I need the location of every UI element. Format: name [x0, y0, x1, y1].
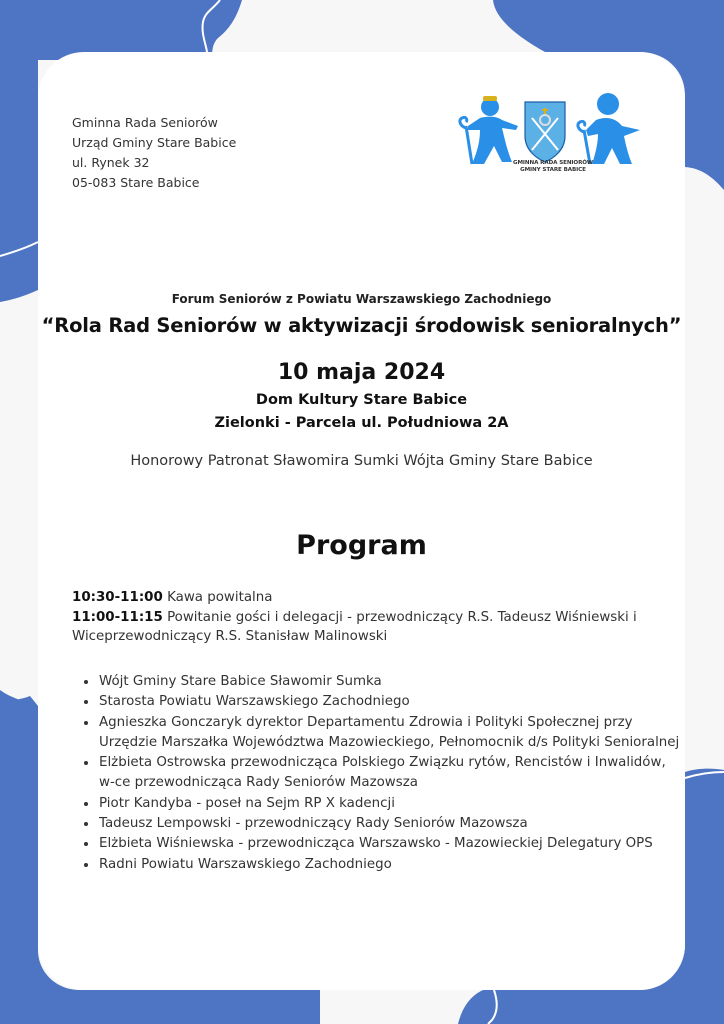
- logo-caption: [488, 160, 618, 174]
- honorary-patronage: Honorowy Patronat Sławomira Sumki Wójta Gminy Stare Babice: [130, 453, 593, 469]
- program-heading: Program: [296, 530, 427, 561]
- sender-line: ul. Rynek 32: [72, 155, 150, 170]
- schedule-item: [72, 608, 662, 647]
- schedule-time: 10:30-11:00: [72, 590, 163, 605]
- event-address: Zielonki - Parcela ul. Południowa 2A: [214, 415, 509, 431]
- guest-item: • Wójt Gminy Stare Babice Sławomir Sumka: [98, 672, 683, 692]
- sender-line: Urząd Gminy Stare Babice: [72, 135, 237, 150]
- guest-list: [78, 672, 683, 875]
- forum-name: Forum Seniorów z Powiatu Warszawskiego Zachodniego: [171, 292, 552, 306]
- blob-left-mid: [0, 690, 38, 990]
- program-schedule: [72, 588, 662, 647]
- coat-of-arms-icon: [525, 102, 565, 162]
- guest-item: • Tadeusz Lempowski - przewodniczący Rady Seniorów Mazowsza: [98, 814, 683, 834]
- event-venue: Dom Kultury Stare Babice: [255, 392, 468, 408]
- schedule-text: Powitanie gości i delegacji - przewodniczący R.S. Tadeusz Wiśniewski i Wiceprzewodniczący R.S. Stanisław Malinowski: [72, 609, 637, 644]
- sender-line: 05-083 Stare Babice: [72, 175, 200, 190]
- sender-address: [72, 113, 236, 193]
- event-date: 10 maja 2024: [277, 360, 446, 385]
- guest-item: • Elżbieta Ostrowska przewodnicząca Polskiego Związku rytów, Rencistów i Inwalidów, w-ce przewodnicząca Rady Seniorów Mazowsza: [98, 753, 683, 794]
- sender-line: Gminna Rada Seniorów: [72, 115, 218, 130]
- logo-caption-line: GMINNA RADA SENIORÓW: [512, 160, 594, 166]
- schedule-text: Kawa powitalna: [162, 590, 273, 605]
- guest-item: • Starosta Powiatu Warszawskiego Zachodniego: [98, 692, 683, 712]
- guest-item: • Elżbieta Wiśniewska - przewodnicząca Warszawsko - Mazowieckiej Delegatury OPS: [98, 834, 683, 854]
- guest-item: • Piotr Kandyba - poseł na Sejm RP X kadencji: [98, 794, 683, 814]
- guest-item: • Agnieszka Gonczaryk dyrektor Departamentu Zdrowia i Polityki Społecznej przy Urzędzie Marszałka Województwa Mazowieckiego, Pełnomocnik d/s Polityki Senioralnej: [98, 713, 683, 754]
- logo-caption-line: GMINY STARE BABICE: [520, 167, 586, 173]
- event-title: “Rola Rad Seniorów w aktywizacji środowisk senioralnych”: [41, 314, 682, 337]
- schedule-time: 11:00-11:15: [72, 609, 163, 625]
- senior-man-with-cane-icon: [578, 93, 640, 164]
- senior-woman-with-cane-icon: [460, 96, 518, 164]
- schedule-item: [72, 588, 662, 608]
- guest-item: • Radni Powiatu Warszawskiego Zachodniego: [98, 855, 683, 875]
